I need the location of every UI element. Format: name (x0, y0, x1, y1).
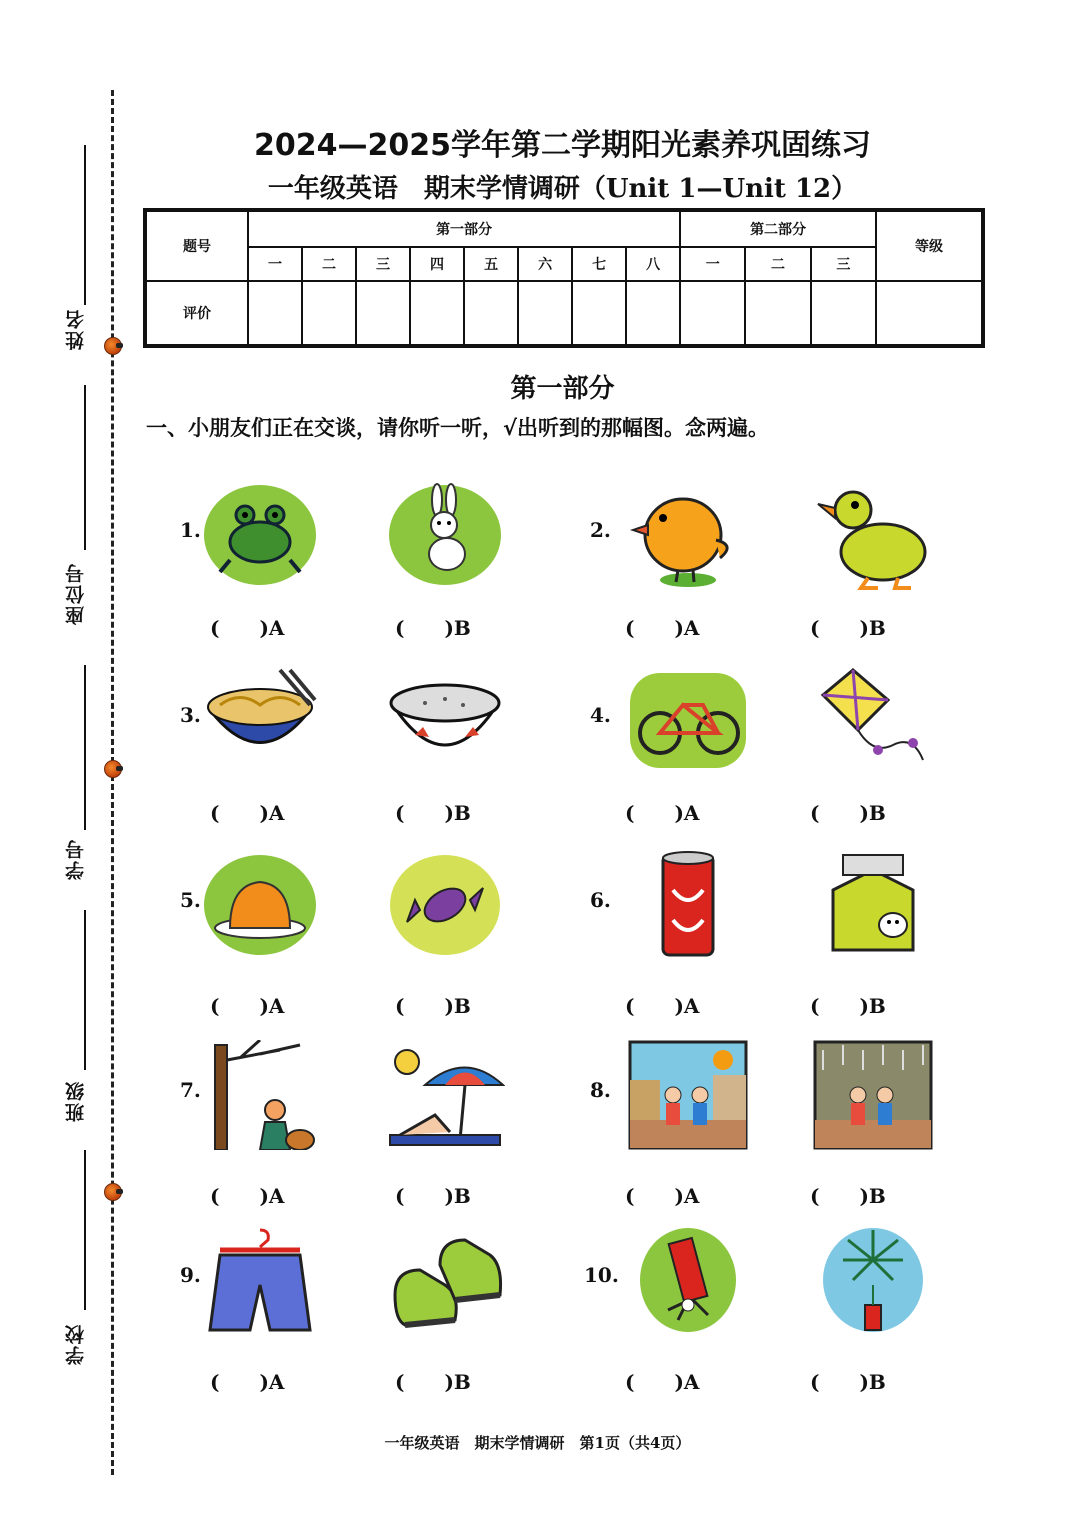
rabbit-icon (385, 480, 505, 590)
section-instruction: 一、小朋友们正在交谈，请你听一听，√出听到的那幅图。念两遍。 (146, 416, 770, 440)
eval-cell[interactable] (248, 281, 302, 346)
frog-icon (200, 480, 320, 590)
question-number: 4. (590, 703, 611, 727)
table-head-label: 题号 (145, 210, 248, 281)
section-title: 第一部分 (510, 374, 615, 404)
sunny-day-icon (628, 1040, 748, 1150)
autumn-icon (200, 1040, 320, 1150)
page-footer: 一年级英语 期末学情调研 第1页（共4页） (384, 1434, 691, 1452)
answer-bracket-a[interactable]: ( )A (210, 1370, 285, 1394)
school-label: 学校 (65, 1323, 87, 1365)
bike-icon (628, 665, 748, 775)
answer-bracket-b[interactable]: ( )B (810, 801, 886, 825)
school-rule (84, 1150, 86, 1310)
col-label: 一 (680, 247, 745, 281)
col-label: 八 (626, 247, 680, 281)
part2-header: 第二部分 (680, 210, 876, 247)
eval-cell[interactable] (626, 281, 680, 346)
col-label: 四 (410, 247, 464, 281)
class-label: 班级 (65, 1080, 87, 1122)
firecracker-icon (628, 1225, 748, 1335)
answer-bracket-a[interactable]: ( )A (625, 1370, 700, 1394)
col-label: 二 (745, 247, 810, 281)
summer-beach-icon (385, 1040, 505, 1150)
question-number: 9. (180, 1263, 201, 1287)
shoes-icon (385, 1225, 505, 1335)
eval-cell[interactable] (518, 281, 572, 346)
answer-bracket-b[interactable]: ( )B (810, 1370, 886, 1394)
part1-header: 第一部分 (248, 210, 680, 247)
answer-bracket-a[interactable]: ( )A (625, 616, 700, 640)
noodles-icon (200, 665, 320, 775)
answer-bracket-b[interactable]: ( )B (810, 1184, 886, 1208)
class-rule (84, 910, 86, 1070)
col-label: 五 (464, 247, 518, 281)
seat-rule (84, 385, 86, 550)
chick-icon (628, 480, 748, 590)
answer-bracket-a[interactable]: ( )A (625, 801, 700, 825)
jelly-icon (200, 850, 320, 960)
cola-icon (628, 850, 748, 960)
answer-bracket-b[interactable]: ( )B (395, 616, 471, 640)
grade-cell[interactable] (876, 281, 983, 346)
question-number: 10. (584, 1263, 619, 1287)
grade-header: 等级 (876, 210, 983, 281)
answer-bracket-b[interactable]: ( )B (395, 801, 471, 825)
ladybug-icon (104, 760, 122, 778)
student-id-rule (84, 665, 86, 830)
eval-cell[interactable] (572, 281, 626, 346)
col-label: 六 (518, 247, 572, 281)
eval-label: 评价 (145, 281, 248, 346)
eval-cell[interactable] (680, 281, 745, 346)
answer-bracket-a[interactable]: ( )A (625, 1184, 700, 1208)
name-label: 姓名 (65, 308, 87, 350)
binding-dash-line (111, 90, 114, 1475)
firework-icon (813, 1225, 933, 1335)
seat-label: 座位号 (65, 562, 87, 625)
answer-bracket-a[interactable]: ( )A (210, 616, 285, 640)
ladybug-icon (104, 1183, 122, 1201)
answer-bracket-a[interactable]: ( )A (210, 994, 285, 1018)
answer-bracket-b[interactable]: ( )B (810, 616, 886, 640)
answer-bracket-b[interactable]: ( )B (395, 1184, 471, 1208)
question-number: 1. (180, 518, 201, 542)
rainy-day-icon (813, 1040, 933, 1150)
exam-title: 2024—2025学年第二学期阳光素养巩固练习 (254, 128, 871, 163)
question-number: 5. (180, 888, 201, 912)
eval-cell[interactable] (811, 281, 876, 346)
answer-bracket-b[interactable]: ( )B (810, 994, 886, 1018)
ladybug-icon (104, 337, 122, 355)
col-label: 二 (302, 247, 356, 281)
shorts-icon (200, 1225, 320, 1335)
question-number: 7. (180, 1078, 201, 1102)
col-label: 三 (811, 247, 876, 281)
question-number: 8. (590, 1078, 611, 1102)
answer-bracket-b[interactable]: ( )B (395, 1370, 471, 1394)
question-number: 6. (590, 888, 611, 912)
col-label: 三 (356, 247, 410, 281)
col-label: 七 (572, 247, 626, 281)
eval-cell[interactable] (464, 281, 518, 346)
question-number: 3. (180, 703, 201, 727)
rice-icon (385, 665, 505, 775)
answer-bracket-a[interactable]: ( )A (625, 994, 700, 1018)
score-table (143, 208, 985, 348)
eval-cell[interactable] (356, 281, 410, 346)
duck-icon (813, 480, 933, 590)
answer-bracket-b[interactable]: ( )B (395, 994, 471, 1018)
milk-carton-icon (813, 850, 933, 960)
exam-subtitle: 一年级英语 期末学情调研（Unit 1—Unit 12） (267, 174, 858, 204)
candy-icon (385, 850, 505, 960)
eval-cell[interactable] (410, 281, 464, 346)
eval-cell[interactable] (745, 281, 810, 346)
question-number: 2. (590, 518, 611, 542)
answer-bracket-a[interactable]: ( )A (210, 1184, 285, 1208)
col-label: 一 (248, 247, 302, 281)
kite-icon (813, 665, 933, 775)
student-id-label: 学号 (65, 838, 87, 880)
eval-cell[interactable] (302, 281, 356, 346)
answer-bracket-a[interactable]: ( )A (210, 801, 285, 825)
